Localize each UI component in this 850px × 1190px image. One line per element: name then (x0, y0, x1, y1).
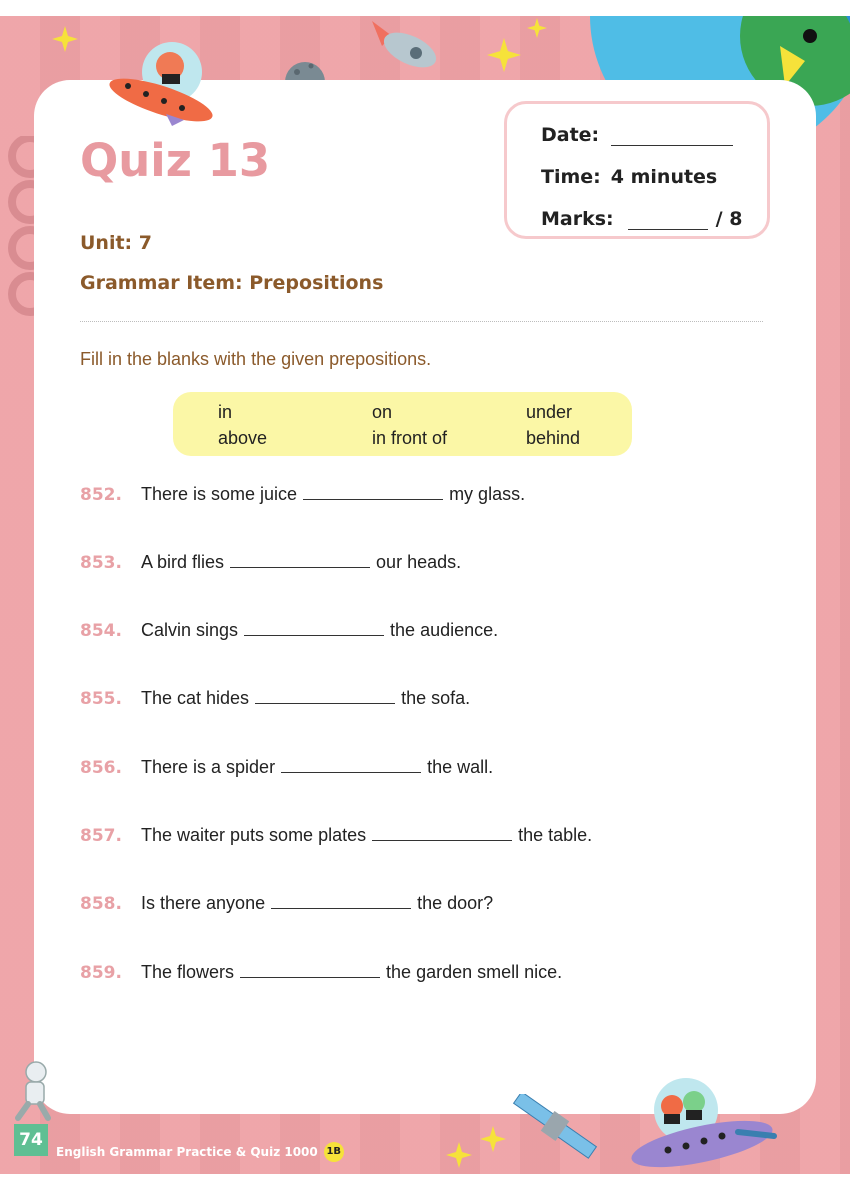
grammar-item-label: Grammar Item: Prepositions (80, 272, 384, 294)
question-number: 855. (80, 689, 122, 709)
word-bank-item: under (526, 402, 573, 422)
answer-blank[interactable] (240, 963, 380, 978)
question-text-before: Is there anyone (141, 893, 266, 913)
question-item (80, 825, 592, 846)
question-text-after: the door? (417, 893, 494, 913)
question-text-after: the garden smell nice. (386, 962, 563, 982)
marks-label: Marks: (541, 208, 614, 230)
question-text-after: the wall. (427, 757, 494, 777)
question-item (80, 688, 470, 709)
question-text-after: our heads. (376, 552, 462, 572)
star-icon (487, 38, 521, 72)
question-text-before: The cat hides (141, 688, 250, 708)
word-bank-item: behind (526, 428, 581, 448)
question-number: 854. (80, 621, 122, 641)
question-text-before: There is some juice (141, 484, 298, 504)
marks-blank[interactable] (628, 215, 708, 230)
question-text-before: There is a spider (141, 757, 276, 777)
question-text-after: the table. (518, 825, 593, 845)
question-number: 856. (80, 758, 122, 778)
section-divider (80, 321, 763, 322)
answer-blank[interactable] (281, 758, 421, 773)
answer-blank[interactable] (271, 894, 411, 909)
instruction-text: Fill in the blanks with the given prepositions. (80, 349, 432, 369)
answer-blank[interactable] (372, 826, 512, 841)
question-number: 857. (80, 826, 122, 846)
date-blank[interactable] (611, 131, 733, 146)
quiz-info-box (504, 101, 770, 239)
time-label: Time: (541, 166, 601, 188)
word-bank-item: in front of (372, 428, 448, 448)
question-number: 858. (80, 894, 122, 914)
star-icon (527, 18, 547, 38)
question-item (80, 552, 461, 573)
book-title-text: English Grammar Practice & Quiz 1000 (56, 1145, 318, 1159)
unit-label: Unit: 7 (80, 232, 152, 254)
word-bank-item: on (372, 402, 393, 422)
footer-book-title (56, 1142, 344, 1162)
marks-total: / 8 (715, 208, 743, 230)
question-item (80, 962, 562, 983)
date-label: Date: (541, 124, 600, 146)
question-number: 853. (80, 553, 122, 573)
question-item (80, 757, 493, 778)
date-row (541, 124, 733, 146)
ufo-alien-icon (106, 36, 216, 128)
answer-blank[interactable] (244, 621, 384, 636)
question-number: 859. (80, 963, 122, 983)
answer-blank[interactable] (230, 553, 370, 568)
rocket-icon (362, 16, 442, 76)
marks-row (541, 208, 742, 230)
question-number: 852. (80, 485, 122, 505)
level-badge: 1B (324, 1142, 344, 1162)
star-icon (52, 26, 78, 52)
word-bank (173, 392, 632, 456)
question-text-after: my glass. (449, 484, 526, 504)
question-text-before: The waiter puts some plates (141, 825, 367, 845)
quiz-title: Quiz 13 (80, 134, 271, 187)
ufo-aliens-icon (628, 1074, 778, 1174)
answer-blank[interactable] (303, 485, 443, 500)
question-text-before: Calvin sings (141, 620, 239, 640)
question-item (80, 893, 493, 914)
word-bank-item: in (218, 402, 233, 422)
question-text-after: the audience. (390, 620, 499, 640)
time-row (541, 166, 717, 188)
question-item (80, 484, 525, 505)
page-number: 74 (14, 1124, 48, 1156)
question-text-after: the sofa. (401, 688, 471, 708)
question-text-before: A bird flies (141, 552, 225, 572)
astronaut-icon (10, 1060, 56, 1122)
time-value: 4 minutes (610, 166, 718, 188)
satellite-icon (512, 1094, 598, 1164)
star-icon (480, 1126, 506, 1152)
answer-blank[interactable] (255, 689, 395, 704)
question-item (80, 620, 498, 641)
question-text-before: The flowers (141, 962, 235, 982)
star-icon (446, 1142, 472, 1168)
word-bank-item: above (218, 428, 268, 448)
